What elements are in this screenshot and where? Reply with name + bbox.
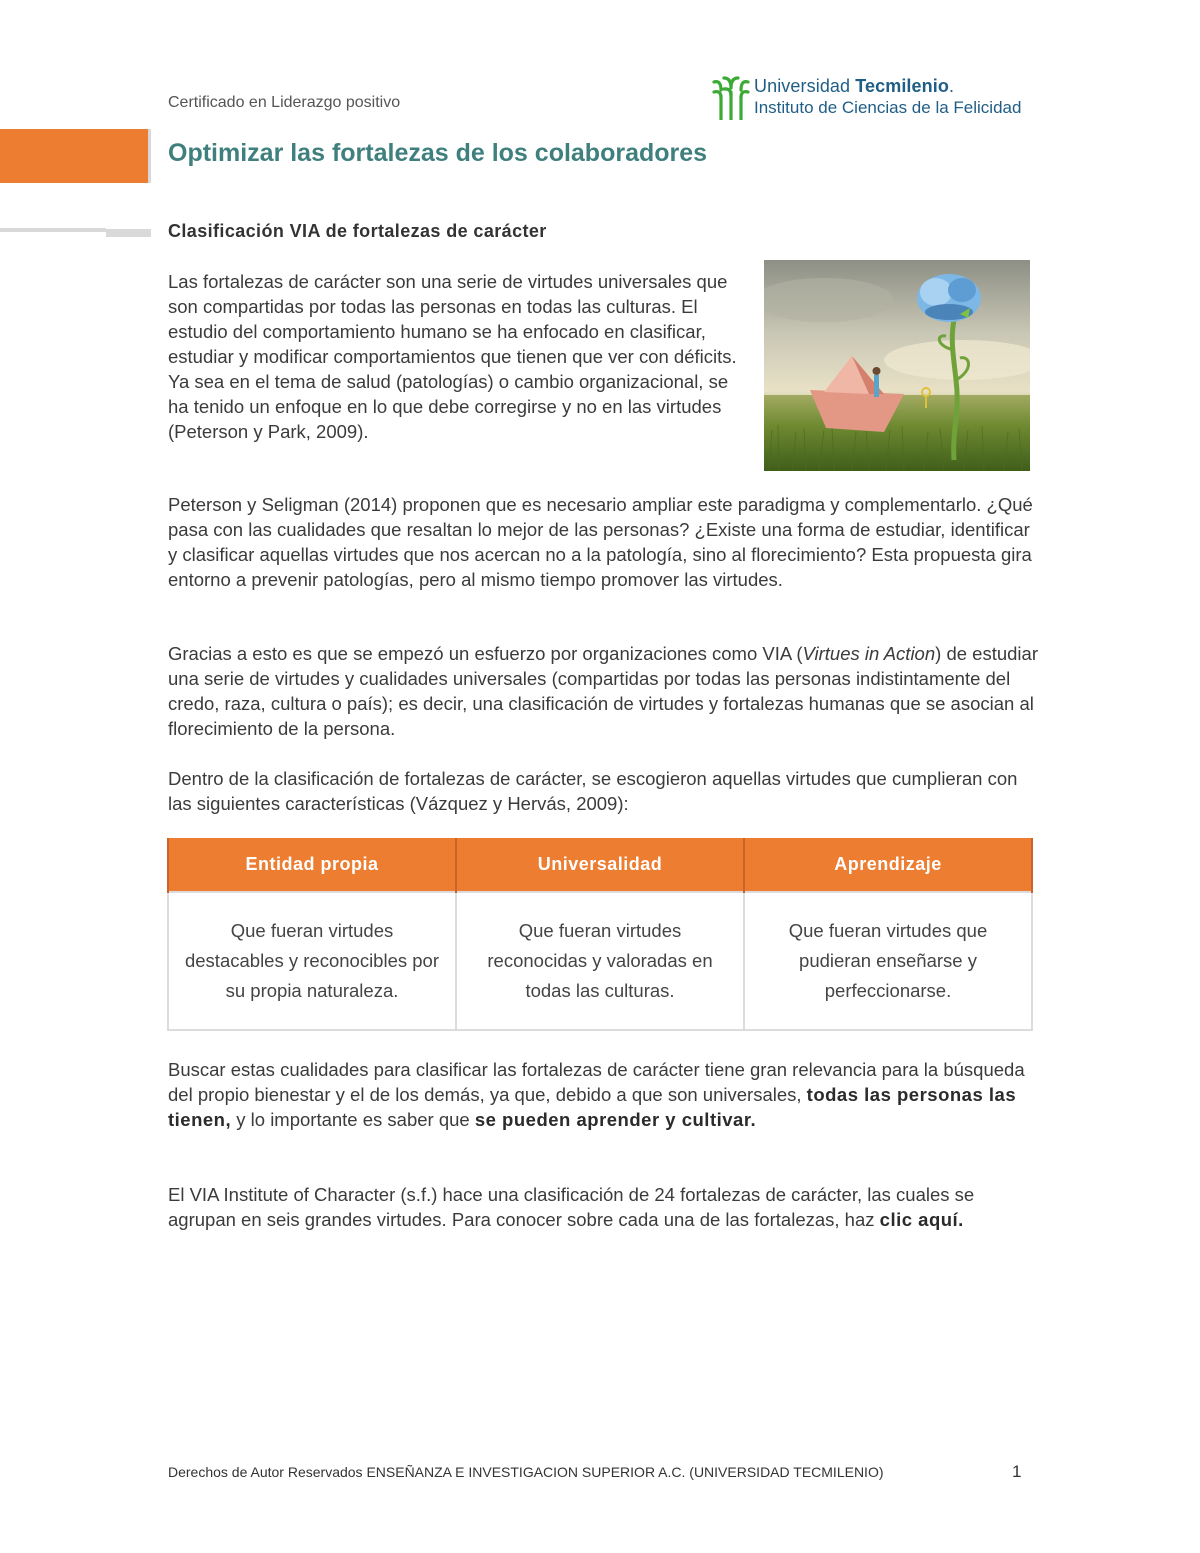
- bold-text: se pueden aprender y cultivar.: [474, 1109, 757, 1130]
- section-divider-end: [106, 229, 151, 237]
- paragraph-intro: Las fortalezas de carácter son una serie de virtudes universales que son compartidas por todas las personas en todas las culturas. El estudio del comportamiento humano se ha enfocado en clasificar, estudiar y modificar comportamientos que tienen que ver con déficits. Ya sea en el tema de salud (patologías) o cambio organizacional, se ha tenido un enfoque en lo que debe corregirse y no en las virtudes (Peterson y Park, 2009).: [168, 271, 737, 442]
- paragraph-relevance: Buscar estas cualidades para clasificar las fortalezas de carácter tiene gran relevancia para la búsqueda del propio bienestar y el de los demás, ya que, debido a que son universales, todas las personas las tienen, y lo importante es saber que se pueden aprender y cultivar.: [168, 1059, 1025, 1130]
- title-accent-bar-edge: [139, 129, 148, 183]
- via-name-italic: Virtues in Action: [802, 643, 936, 664]
- bold-text: todas las personas las tienen,: [168, 1084, 1017, 1130]
- page-number: 1: [1012, 1462, 1022, 1481]
- table-header-cell: Entidad propia: [168, 838, 456, 892]
- logo-subtitle: Instituto de Ciencias de la Felicidad: [754, 98, 1022, 117]
- page-title: Optimizar las fortalezas de los colaboradores: [168, 139, 708, 167]
- course-name: Certificado en Liderazgo positivo: [168, 94, 401, 111]
- paragraph-via: Gracias a esto es que se empezó un esfuerzo por organizaciones como VIA (Virtues in Action) de estudiar una serie de virtudes y cualidades universales (compartidas por todas las personas indistintamente del credo, raza, cultura o país); es decir, una clasificación de virtudes y fortalezas humanas que se asocian al florecimiento de la persona.: [168, 643, 1038, 739]
- section-heading: Clasificación VIA de fortalezas de carácter: [168, 221, 547, 241]
- footer-copyright: Derechos de Autor Reservados ENSEÑANZA E INVESTIGACION SUPERIOR A.C. (UNIVERSIDAD TECMILENIO): [168, 1464, 884, 1480]
- table-header-row: [168, 838, 1032, 892]
- criteria-table: [167, 838, 1033, 1031]
- table-cell: Que fueran virtudes destacables y reconocibles por su propia naturaleza.: [168, 892, 456, 1030]
- click-here-link[interactable]: clic aquí.: [879, 1209, 964, 1230]
- table-cell: Que fueran virtudes reconocidas y valoradas en todas las culturas.: [456, 892, 744, 1030]
- section-divider: [0, 228, 106, 232]
- table-header-cell: Aprendizaje: [744, 838, 1032, 892]
- paragraph-criteria-intro: Dentro de la clasificación de fortalezas de carácter, se escogieron aquellas virtudes que cumplieran con las siguientes características (Vázquez y Hervás, 2009):: [168, 768, 1018, 814]
- table-header-cell: Universalidad: [456, 838, 744, 892]
- table-cell: Que fueran virtudes que pudieran enseñarse y perfeccionarse.: [744, 892, 1032, 1030]
- title-accent-bar: [0, 129, 139, 183]
- paragraph-paradigm: Peterson y Seligman (2014) proponen que es necesario ampliar este paradigma y complementarlo. ¿Qué pasa con las cualidades que resaltan lo mejor de las personas? ¿Existe una forma de estudiar, identificar y clasificar aquellas virtudes que nos acercan no a la patología, sino al florecimiento? Esta propuesta gira entorno a prevenir patologías, pero al mismo tiempo promover las virtudes.: [168, 494, 1033, 590]
- tecmilenio-logo-icon: [712, 76, 750, 120]
- logo-name: Universidad Tecmilenio.: [754, 76, 955, 96]
- paragraph-via-institute: El VIA Institute of Character (s.f.) hace una clasificación de 24 fortalezas de carácter, las cuales se agrupan en seis grandes virtudes. Para conocer sobre cada una de las fortalezas, haz clic aquí.: [168, 1184, 975, 1230]
- table-row: [168, 892, 1032, 1030]
- paper-boat-flower-image: [764, 260, 1030, 471]
- tecmilenio-logo: [712, 74, 1042, 124]
